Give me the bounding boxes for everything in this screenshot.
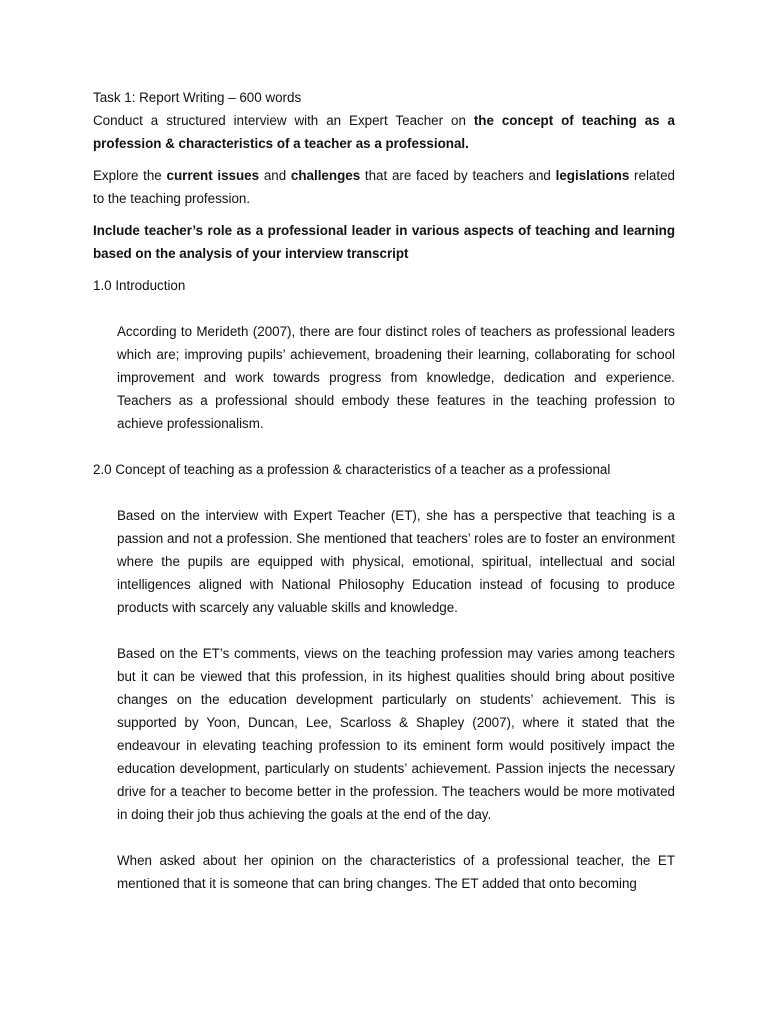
paragraph-concept-2: Based on the ET’s comments, views on the teaching profession may varies among teachers but it can be viewed that this profession, in its highest qualities should bring about positive changes on the education development particularly on students’ achievement. This is supported by Yoon, Duncan, Lee, Scarloss & Shapley (2007), where it stated that the endeavour in elevating teaching profession to its eminent form would positively impact the education development, particularly on students’ achievement. Passion injects the necessary drive for a teacher to become better in the profession. The teachers would be more motivated in doing their job thus achieving the goals at the end of the day. <box>117 646 675 822</box>
section-heading-concept: 2.0 Concept of teaching as a profession & characteristics of a teacher as a professional <box>93 462 611 477</box>
paragraph-concept-1: Based on the interview with Expert Teacher (ET), she has a perspective that teaching is a passion and not a profession. She mentioned that teachers’ roles are to foster an environment where the pupils are equipped with physical, emotional, spiritual, intellectual and social intelligences aligned with National Philosophy Education instead of focusing to produce products with scarcely any valuable skills and knowledge. <box>117 508 675 615</box>
paragraph-introduction: According to Merideth (2007), there are four distinct roles of teachers as professional leaders which are; improving pupils’ achievement, broadening their learning, collaborating for school improvement and work towards progress from knowledge, dedication and experience. Teachers as a professional should embody these features in the teaching profession to achieve professionalism. <box>117 324 675 431</box>
instruction-text: related to the teaching profession. <box>93 168 675 206</box>
instruction-text: Conduct a structured interview with an Expert Teacher on <box>93 113 474 128</box>
paragraph-concept-3: When asked about her opinion on the characteristics of a professional teacher, the ET mentioned that it is someone that can bring changes. The ET added that onto becoming <box>117 853 675 891</box>
instruction-text: that are faced by teachers and <box>360 168 556 183</box>
task-title: Task 1: Report Writing – 600 words <box>93 90 302 105</box>
task-instruction-explore <box>93 164 675 210</box>
document-body <box>93 86 675 895</box>
task-instruction-interview <box>93 109 675 155</box>
instruction-emphasis: challenges <box>290 168 361 183</box>
instruction-text: and <box>259 168 291 183</box>
instruction-emphasis: current issues <box>166 168 260 183</box>
section-heading-introduction: 1.0 Introduction <box>93 278 186 293</box>
instruction-emphasis: the concept of teaching as a profession & characteristics of a teacher as a professional. <box>93 113 675 151</box>
instruction-emphasis: legislations <box>555 168 630 183</box>
instruction-text: Explore the <box>93 168 167 183</box>
task-instruction-include: Include teacher’s role as a professional leader in various aspects of teaching and learning based on the analysis of your interview transcript <box>93 223 675 261</box>
